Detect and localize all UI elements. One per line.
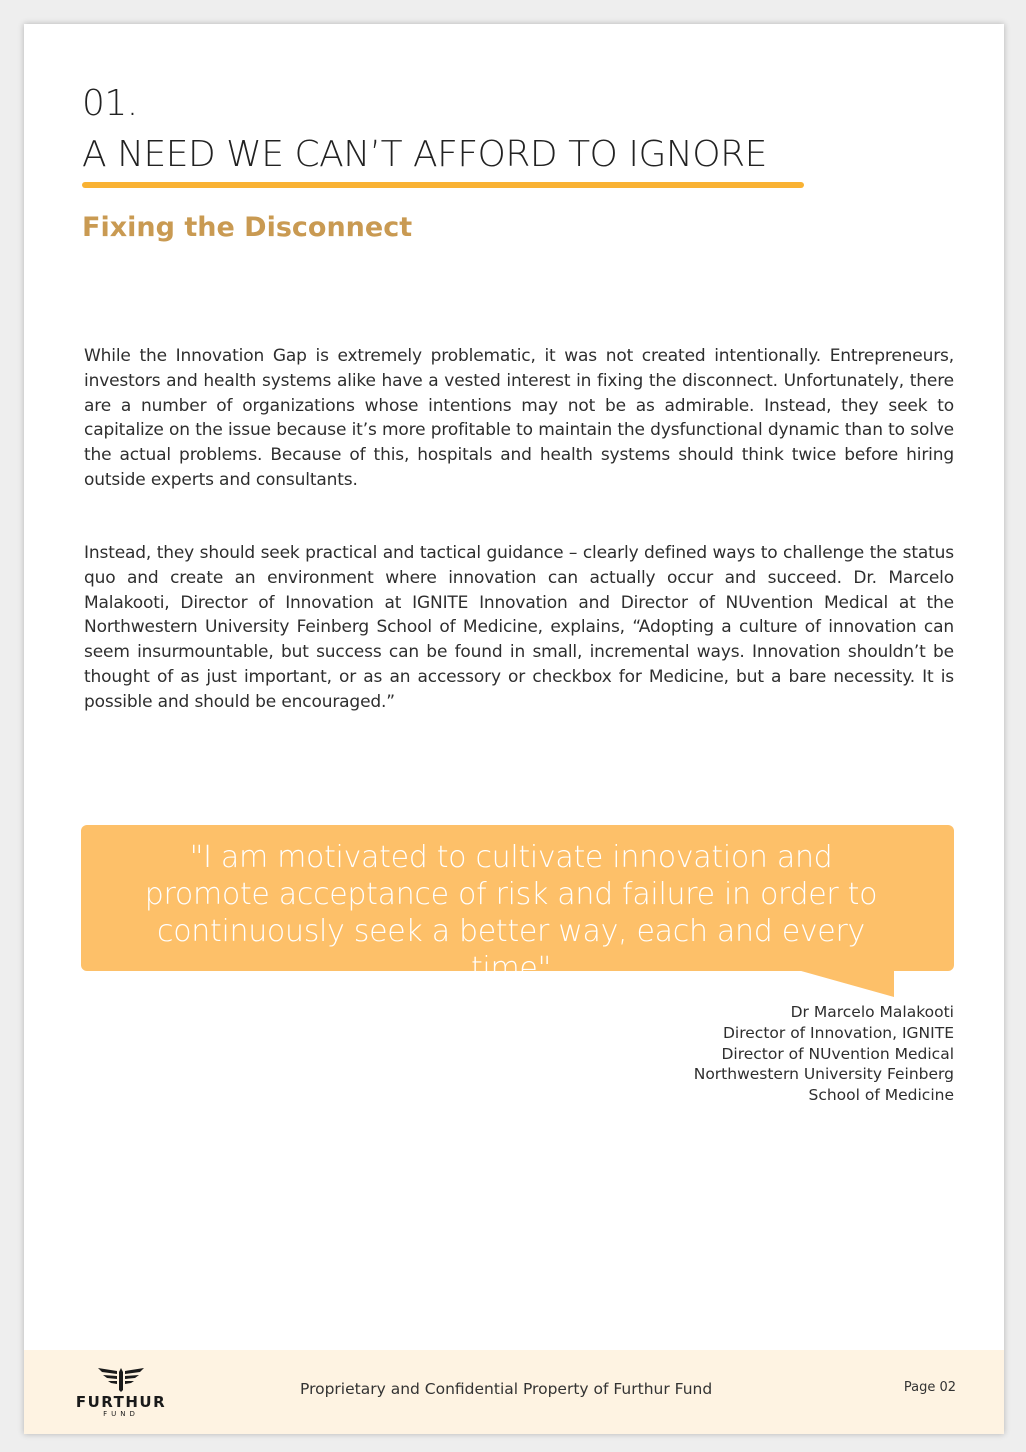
attribution-line: Director of NUvention Medical (721, 1044, 954, 1063)
attribution-line: Director of Innovation, IGNITE (723, 1023, 954, 1042)
attribution-line: School of Medicine (808, 1086, 954, 1105)
furthur-fund-logo (66, 1366, 176, 1418)
subheading: Fixing the Disconnect (82, 212, 413, 243)
body-paragraph-2: Instead, they should seek practical and tactical guidance – clearly defined ways to challenge the status quo and create an environment where innovation can actually occur and succeed. Dr. Marcelo Malakooti, Director of Innovation at IGNITE Innovation and Director of NUvention Medical at the Northwestern University Feinberg School of Medicine, explains, “Adopting a culture of innovation can seem insurmountable, but success can be found in small, incremental ways. Innovation shouldn’t be thought of as just important, or as an accessory or checkbox for Medicine, but a bare necessity. It is possible and should be encouraged.” (84, 543, 954, 712)
section-title: A NEED WE CAN’T AFFORD TO IGNORE (82, 134, 767, 175)
wings-logo-icon (98, 1366, 144, 1392)
section-number: 01. (82, 83, 138, 124)
quote-callout (81, 825, 954, 986)
document-page (24, 24, 1004, 1434)
body-paragraph-1: While the Innovation Gap is extremely problematic, it was not created intentionally. Entrepreneurs, investors and health systems alike have a vested interest in fixing the disconnect. Unfortunately, there are a number of organizations whose intentions may not be as admirable. Instead, they seek to capitalize on the issue because it’s more profitable to maintain the dysfunctional dynamic than to solve the actual problems. Because of this, hospitals and health systems should think twice before hiring outside experts and consultants. (84, 346, 954, 490)
confidential-notice: Proprietary and Confidential Property of Furthur Fund (300, 1380, 713, 1398)
logo-wordmark: FURTHUR (75, 1393, 167, 1411)
attribution-name: Dr Marcelo Malakooti (790, 1003, 954, 1021)
quote-attribution (694, 1002, 954, 1106)
logo-subtext: FUND (103, 1410, 139, 1418)
attribution-line: Northwestern University Feinberg (693, 1065, 954, 1084)
page-footer (24, 1350, 1004, 1434)
speech-bubble-tail (794, 969, 894, 997)
title-underline (82, 182, 804, 188)
page-number: Page 02 (903, 1380, 956, 1395)
quote-text: "I am motivated to cultivate innovation and promote acceptance of risk and failure in order to continuously seek a better way, each and every time" (144, 840, 878, 986)
